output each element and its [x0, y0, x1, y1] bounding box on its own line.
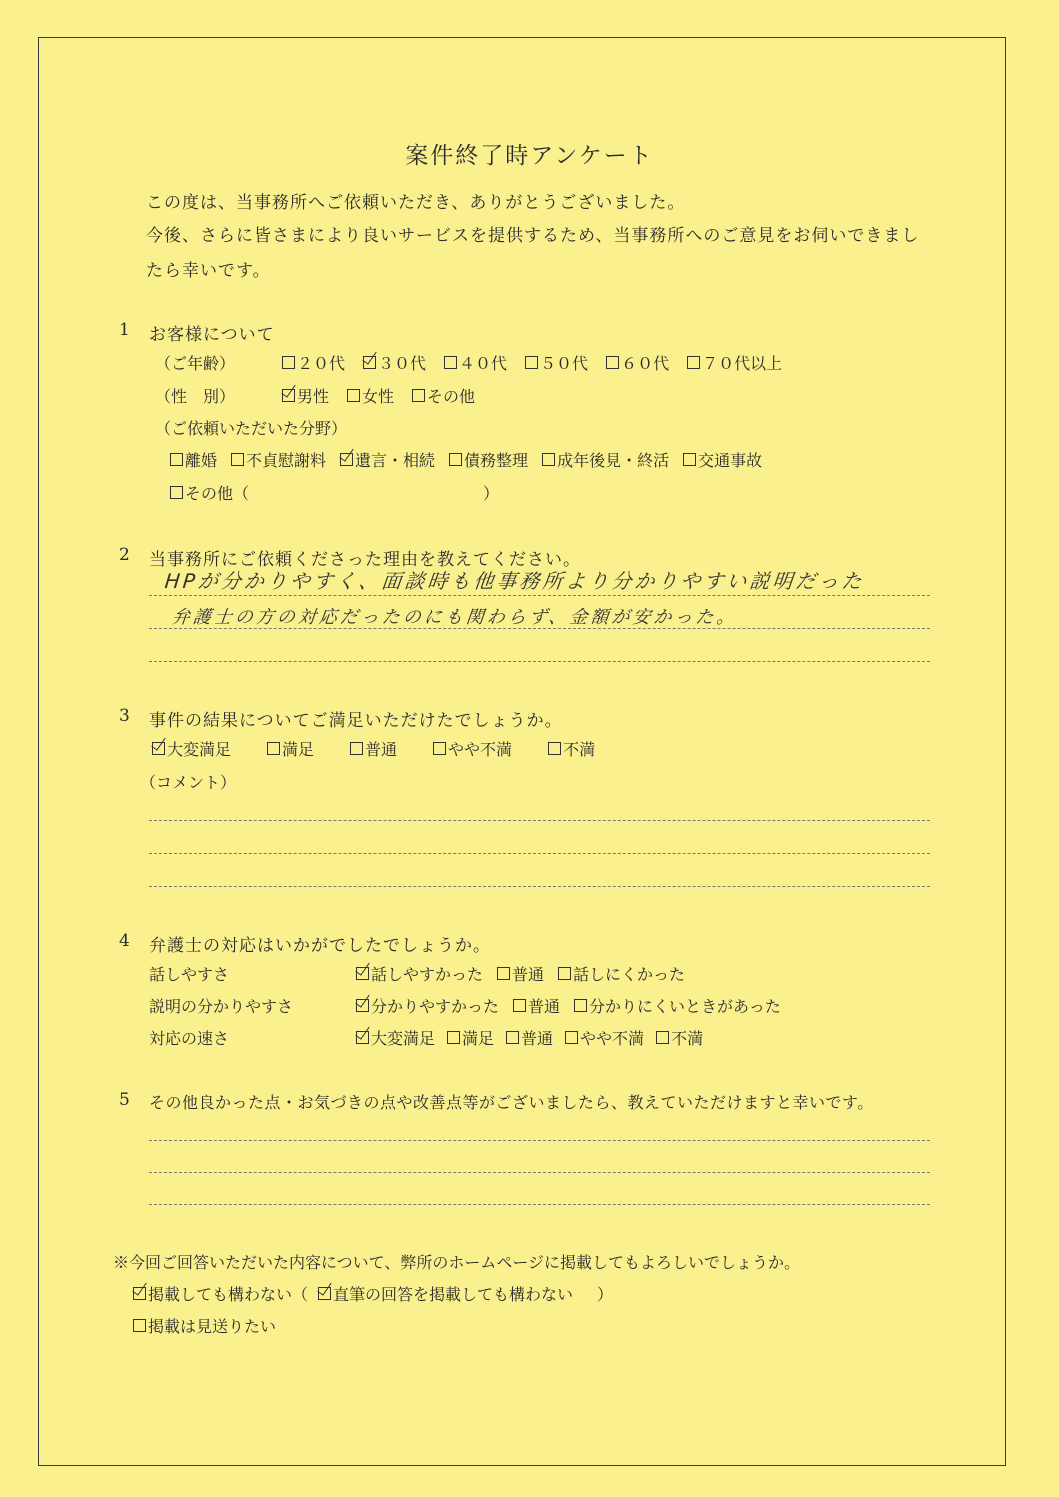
remarks-rule [149, 1140, 930, 1141]
satisfaction-option[interactable]: 不満 [548, 737, 595, 760]
rating-checkbox[interactable] [356, 967, 369, 980]
field-other[interactable]: その他（ [170, 481, 249, 504]
ease-of-talk-label: 話しやすさ [149, 965, 230, 984]
field-option[interactable]: 離婚 [170, 448, 217, 471]
rating-option[interactable]: 話しやすかった [356, 962, 483, 985]
rating-option[interactable]: やや不満 [565, 1026, 644, 1049]
publish-question: ※今回ご回答いただいた内容について、弊所のホームページに掲載してもよろしいでしょうか。 [113, 1253, 801, 1272]
age-checkbox[interactable] [444, 356, 457, 369]
age-option[interactable]: ２０代 [282, 351, 345, 374]
clarity-options [356, 994, 781, 1017]
answer-rule [149, 595, 930, 596]
rating-option[interactable]: 話しにくかった [558, 962, 685, 985]
q3-number: 3 [119, 706, 130, 726]
field-options [170, 448, 762, 471]
rating-checkbox[interactable] [558, 967, 571, 980]
field-option[interactable]: 遺言・相続 [340, 448, 435, 471]
gender-checkbox[interactable] [412, 389, 425, 402]
age-checkbox[interactable] [282, 356, 295, 369]
age-option[interactable]: ３０代 [363, 351, 426, 374]
field-checkbox[interactable] [231, 453, 244, 466]
age-option[interactable]: ５０代 [525, 351, 588, 374]
q3-options [152, 737, 595, 760]
publish-decline-checkbox[interactable] [133, 1319, 146, 1332]
comment-rule [149, 853, 930, 854]
q2-answer-line-2[interactable]: 弁護士の方の対応だったのにも関わらず、金額が安かった。 [170, 607, 739, 628]
comment-label: （コメント） [140, 773, 237, 792]
rating-option[interactable]: 分かりやすかった [356, 994, 499, 1017]
rating-checkbox[interactable] [356, 1031, 369, 1044]
age-option[interactable]: ６０代 [606, 351, 669, 374]
satisfaction-option[interactable]: 普通 [350, 737, 397, 760]
remarks-rule [149, 1172, 930, 1173]
publish-ok-checkbox[interactable] [133, 1287, 146, 1300]
q1-heading: お客様について [149, 325, 275, 345]
answer-rule [149, 628, 930, 629]
field-other-checkbox[interactable] [170, 486, 183, 499]
gender-checkbox[interactable] [347, 389, 360, 402]
q4-heading: 弁護士の対応はいかがでしたでしょうか。 [149, 936, 491, 956]
answer-rule [149, 661, 930, 662]
rating-option[interactable]: 満足 [447, 1026, 494, 1049]
q3-heading: 事件の結果についてご満足いただけたでしょうか。 [149, 711, 563, 731]
publish-ok-option[interactable]: 掲載しても構わない（ [133, 1282, 308, 1305]
rating-option[interactable]: 普通 [513, 994, 560, 1017]
rating-checkbox[interactable] [513, 999, 526, 1012]
gender-option[interactable]: 女性 [347, 384, 394, 407]
satisfaction-checkbox[interactable] [152, 742, 165, 755]
field-checkbox[interactable] [449, 453, 462, 466]
rating-option[interactable]: 不満 [656, 1026, 703, 1049]
field-checkbox[interactable] [683, 453, 696, 466]
comment-rule [149, 820, 930, 821]
satisfaction-checkbox[interactable] [350, 742, 363, 755]
gender-option[interactable]: その他 [412, 384, 475, 407]
rating-checkbox[interactable] [506, 1031, 519, 1044]
intro-line-3: たら幸いです。 [146, 261, 271, 281]
field-other-close: ） [483, 484, 500, 503]
speed-label: 対応の速さ [149, 1029, 230, 1048]
rating-checkbox[interactable] [574, 999, 587, 1012]
rating-option[interactable]: 分かりにくいときがあった [574, 994, 781, 1017]
clarity-label: 説明の分かりやすさ [149, 997, 294, 1016]
q5-heading: その他良かった点・お気づきの点や改善点等がございましたら、教えていただけますと幸いです。 [149, 1093, 874, 1112]
gender-options [282, 384, 475, 407]
satisfaction-option[interactable]: 大変満足 [152, 737, 231, 760]
form-title: 案件終了時アンケート [405, 143, 654, 169]
age-checkbox[interactable] [606, 356, 619, 369]
publish-close: ） [597, 1285, 614, 1304]
publish-decline-option[interactable]: 掲載は見送りたい [133, 1314, 276, 1337]
gender-checkbox[interactable] [282, 389, 295, 402]
field-checkbox[interactable] [340, 453, 353, 466]
rating-option[interactable]: 大変満足 [356, 1026, 435, 1049]
rating-option[interactable]: 普通 [506, 1026, 553, 1049]
age-option[interactable]: ７０代以上 [687, 351, 782, 374]
age-label: （ご年齢） [155, 354, 236, 373]
age-checkbox[interactable] [687, 356, 700, 369]
age-option[interactable]: ４０代 [444, 351, 507, 374]
field-option[interactable]: 成年後見・終活 [542, 448, 669, 471]
intro-line-2: 今後、さらに皆さまにより良いサービスを提供するため、当事務所へのご意見をお伺いできまし [146, 226, 920, 246]
intro-line-1: この度は、当事務所へご依頼いただき、ありがとうございました。 [146, 193, 686, 213]
publish-handwritten-option[interactable]: 直筆の回答を掲載しても構わない [318, 1282, 573, 1305]
age-checkbox[interactable] [525, 356, 538, 369]
field-option[interactable]: 不貞慰謝料 [231, 448, 326, 471]
satisfaction-checkbox[interactable] [548, 742, 561, 755]
rating-checkbox[interactable] [447, 1031, 460, 1044]
q2-number: 2 [119, 545, 130, 565]
gender-option[interactable]: 男性 [282, 384, 329, 407]
gender-label: （性 別） [155, 387, 236, 406]
age-checkbox[interactable] [363, 356, 376, 369]
satisfaction-checkbox[interactable] [433, 742, 446, 755]
publish-decline-row [133, 1314, 276, 1337]
field-option[interactable]: 債務整理 [449, 448, 528, 471]
rating-checkbox[interactable] [497, 967, 510, 980]
q5-number: 5 [119, 1090, 130, 1110]
rating-checkbox[interactable] [356, 999, 369, 1012]
rating-option[interactable]: 普通 [497, 962, 544, 985]
q2-answer-line-1[interactable]: HPが分かりやすく、面談時も他事務所より分かりやすい説明だった [163, 569, 866, 593]
remarks-rule [149, 1204, 930, 1205]
satisfaction-checkbox[interactable] [267, 742, 280, 755]
age-options [282, 351, 782, 374]
field-checkbox[interactable] [542, 453, 555, 466]
publish-handwritten-checkbox[interactable] [318, 1287, 331, 1300]
field-label: （ご依頼いただいた分野） [155, 419, 348, 438]
field-checkbox[interactable] [170, 453, 183, 466]
comment-rule [149, 886, 930, 887]
rating-checkbox[interactable] [565, 1031, 578, 1044]
q4-number: 4 [119, 931, 130, 951]
satisfaction-option[interactable]: やや不満 [433, 737, 512, 760]
publish-ok-row [133, 1282, 613, 1305]
ease-of-talk-options [356, 962, 685, 985]
speed-options [356, 1026, 703, 1049]
satisfaction-option[interactable]: 満足 [267, 737, 314, 760]
rating-checkbox[interactable] [656, 1031, 669, 1044]
q1-number: 1 [119, 320, 130, 340]
field-option[interactable]: 交通事故 [683, 448, 762, 471]
q2-heading: 当事務所にご依頼くださった理由を教えてください。 [149, 550, 581, 570]
